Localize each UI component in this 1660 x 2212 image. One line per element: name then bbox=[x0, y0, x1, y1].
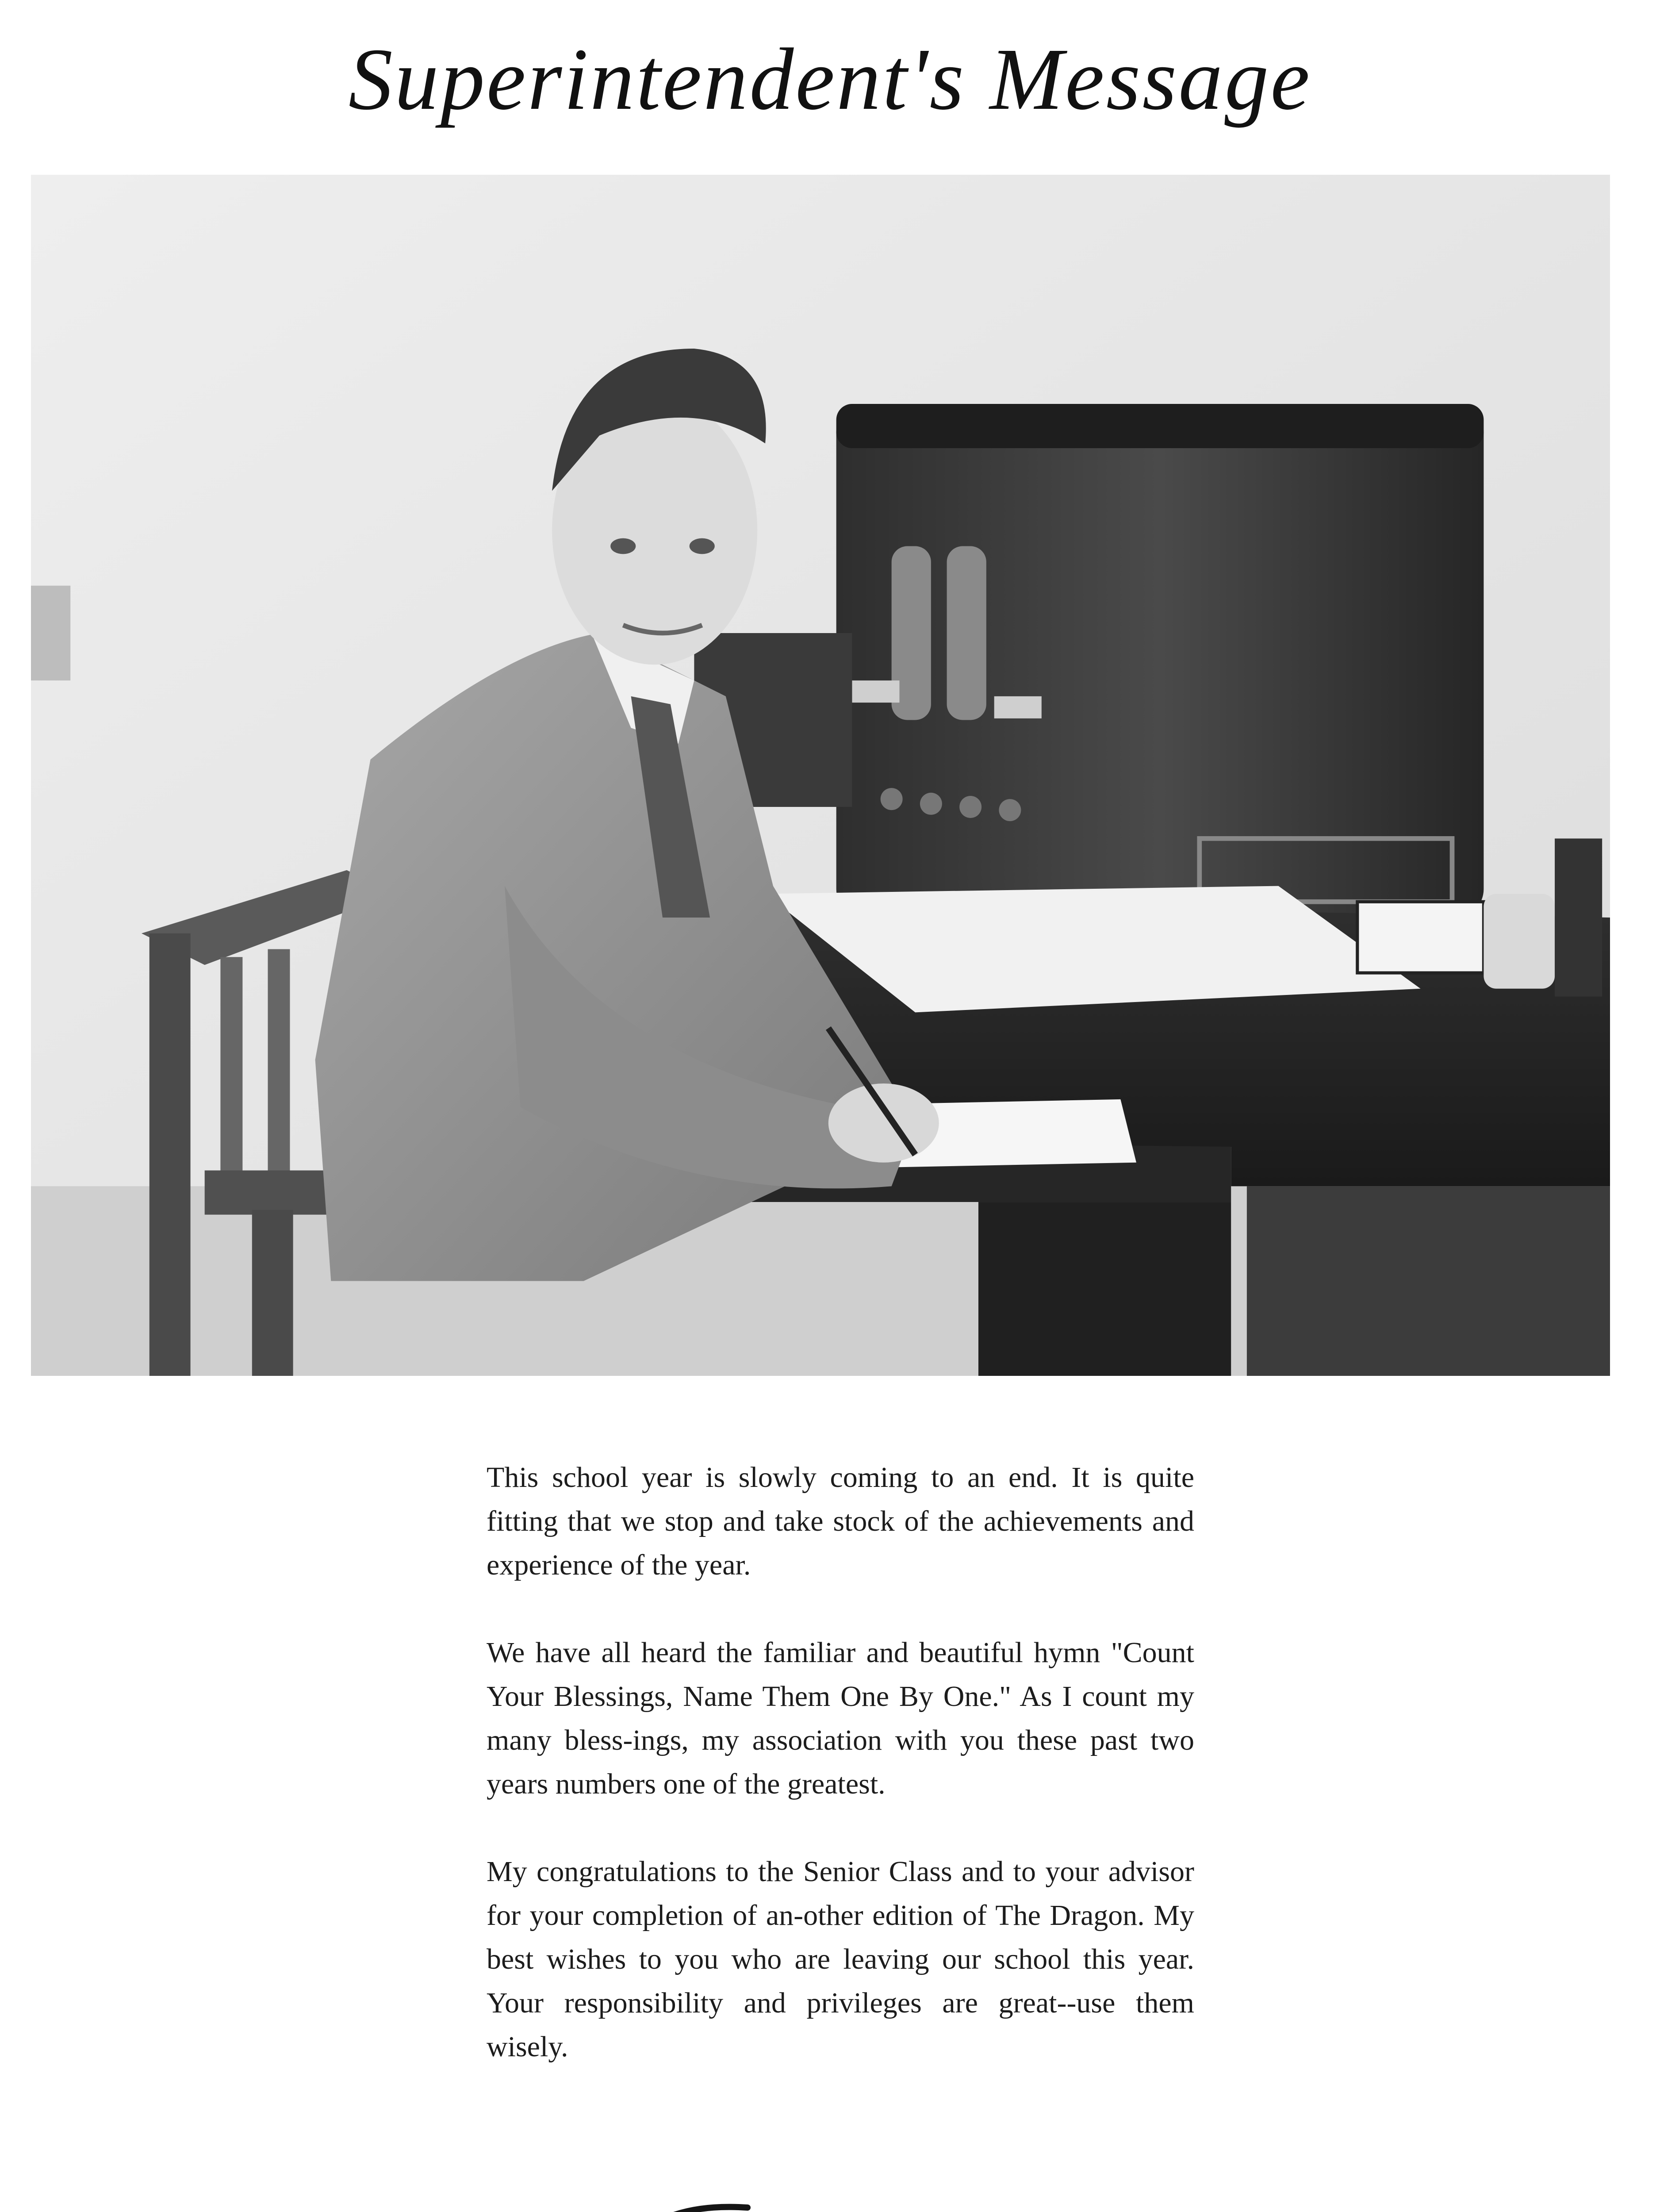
message-paragraph: My congratulations to the Senior Class and to your advisor for your completion of an-other edition of The Dragon. My best wishes to you who are leaving our school this year. Your responsibility and privileges are great--use them wisely. bbox=[487, 1855, 1194, 2063]
handwritten-signature bbox=[535, 2177, 1464, 2212]
page-title: Superintendent's Message bbox=[348, 31, 1312, 128]
message-paragraph: This school year is slowly coming to an end. It is quite fitting that we stop and take stock of the achievements and experience of the year. bbox=[487, 1461, 1194, 1581]
message-body bbox=[487, 1455, 1194, 2069]
superintendent-photo bbox=[31, 175, 1610, 1376]
message-paragraph: We have all heard the familiar and beautiful hymn "Count Your Blessings, Name Them One By One." As I count my many bless-ings, my association with you these past two years numbers one of the greatest. bbox=[487, 1636, 1194, 1800]
portrait-at-desk-icon bbox=[31, 175, 1610, 1376]
signature-icon bbox=[535, 2177, 1464, 2212]
